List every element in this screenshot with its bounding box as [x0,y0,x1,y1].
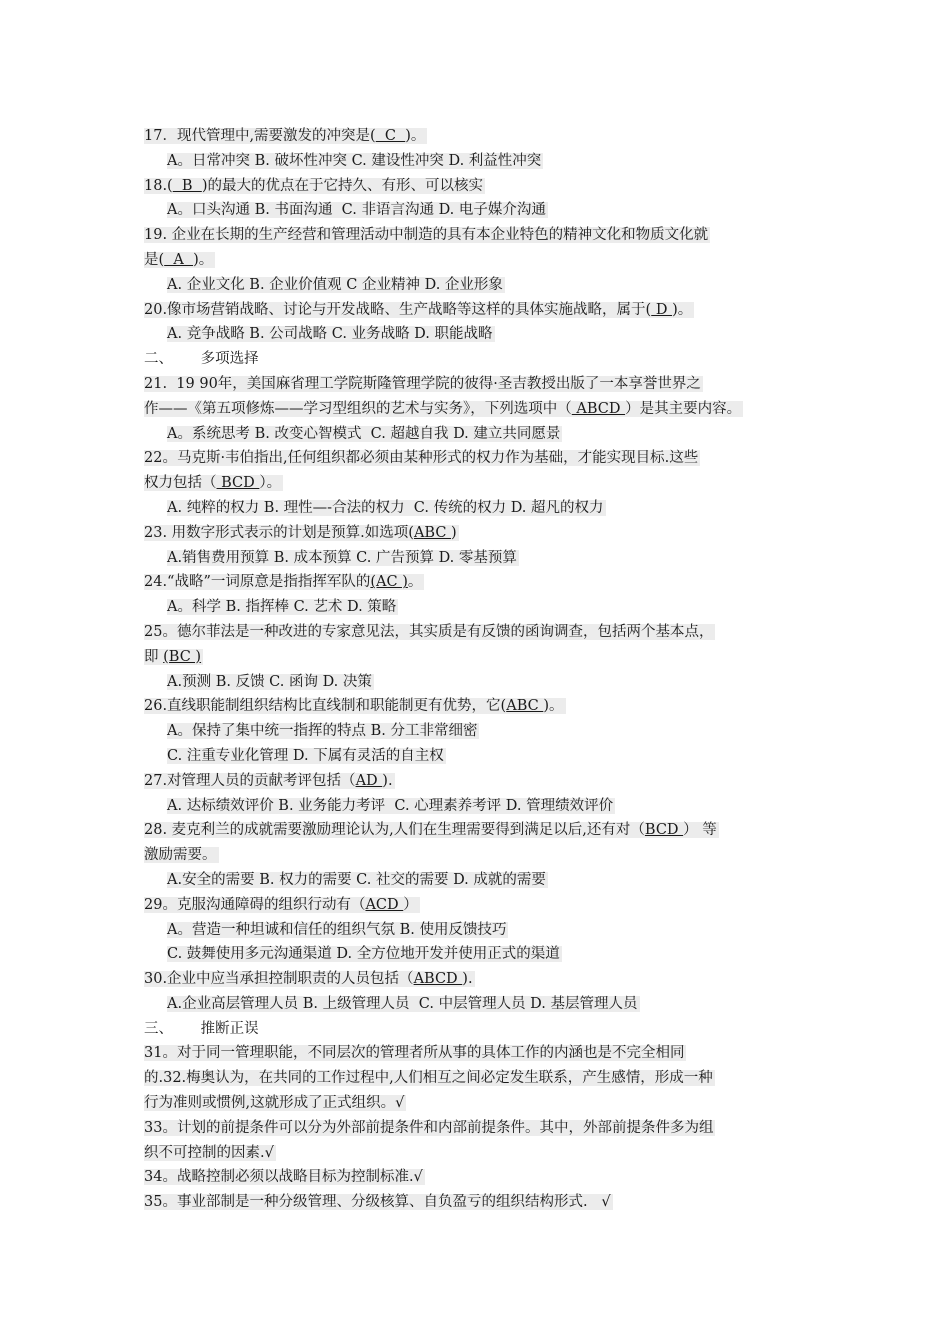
option-line [144,273,814,298]
line-text [144,698,566,714]
answer-blank: BCD [216,475,260,492]
question-text: 24.“战略”一词原意是指指挥军队的 [144,574,371,591]
question-text: 织不可控制的因素.√ [144,1144,274,1161]
option-line [144,149,814,174]
question-line [144,645,814,670]
question-text: 是( [144,251,165,268]
question-line [144,124,814,149]
question-line [144,174,814,199]
answer-blank: ABCD [571,400,626,417]
line-text [144,128,427,144]
question-text: 17．现代管理中,需要激发的冲突是( [144,128,376,144]
question-line [144,694,814,719]
line-text: 二、 多项选择 [144,351,259,368]
question-text: 权力包括（ [144,475,217,492]
question-text: 行为准则或惯例,这就形成了正式组织。√ [144,1095,405,1112]
line-text: A. 企业文化 B. 企业价值观 C 企业精神 D. 企业形象 [167,276,503,293]
answer-blank: (AC ) [370,574,408,591]
line-text [144,847,219,863]
line-text [144,897,420,913]
line-text [144,773,395,789]
line-text [144,252,215,268]
answer-blank: B [172,177,202,194]
question-line [144,769,814,794]
question-text: 31。对于同一管理职能，不同层次的管理者所从事的具体工作的内涵也是不完全相同 [144,1045,685,1062]
line-text [144,822,719,838]
question-line [144,372,814,397]
line-text: A.销售费用预算 B. 成本预算 C. 广告预算 D. 零基预算 [167,549,517,566]
line-text [144,178,485,194]
line-text [144,1145,276,1161]
question-text: 30.企业中应当承担控制职责的人员包括（ [144,971,414,988]
question-line [144,446,814,471]
line-text: A.预测 B. 反馈 C. 函询 D. 决策 [167,673,372,690]
option-line [144,198,814,223]
question-line [144,248,814,273]
line-text [144,1169,425,1185]
line-text [144,1045,686,1061]
question-text: 25。德尔菲法是一种改进的专家意见法，其实质是有反馈的函询调查，包括两个基本点， [144,623,714,640]
answer-blank: BCD [644,822,684,839]
line-text: A。科学 B. 指挥棒 C. 艺术 D. 策略 [167,599,397,616]
question-text: 34。战略控制必须以战略目标为控制标准.√ [144,1169,423,1186]
line-text [144,227,710,243]
question-text: 的.32.梅奥认为，在共同的工作过程中,人们相互之间必定发生联系，产生感情，形成一种 [144,1070,713,1087]
option-line [144,719,814,744]
question-text-tail: )。 [193,251,214,268]
option-line [144,322,814,347]
question-text: 即 [144,648,164,665]
line-text: A。系统思考 B. 改变心智模式 C. 超越自我 D. 建立共同愿景 [167,425,561,442]
line-text: A。营造一种坦诚和信任的组织气氛 B. 使用反馈技巧 [167,921,507,938]
line-text: A. 竞争战略 B. 公司战略 C. 业务战略 D. 职能战略 [167,326,493,343]
option-line [144,595,814,620]
option-line [144,546,814,571]
question-text-tail: ） 等 [683,822,717,839]
question-line [144,397,814,422]
line-text [144,376,703,392]
question-line [144,1165,814,1190]
answer-blank: C [375,128,406,144]
line-text [144,450,700,466]
question-text-tail: )。 [405,128,426,144]
answer-blank: ABC [413,524,452,541]
answer-blank: D [651,301,673,318]
question-text: 35。事业部制是一种分级管理、分级核算、自负盈亏的组织结构形式. √ [144,1194,611,1211]
question-text-tail: ） [403,896,418,913]
option-line [144,794,814,819]
option-line [144,942,814,967]
question-text-tail: )。 [543,698,564,715]
answer-blank: ACD [365,896,404,913]
question-line [144,570,814,595]
option-line [144,496,814,521]
line-text: A. 达标绩效评价 B. 业务能力考评 C. 心理素养考评 D. 管理绩效评价 [167,797,614,814]
section-heading [144,347,814,372]
question-text: 29。克服沟通障碍的组织行动有（ [144,896,366,913]
question-line [144,620,814,645]
line-text: A. 纯粹的权力 B. 理性—-合法的权力 C. 传统的权力 D. 超凡的权力 [167,499,604,516]
question-text-tail: ）。 [259,475,282,492]
answer-blank: (BC ) [163,648,202,665]
line-text [144,1095,406,1111]
answer-blank: ABCD [413,971,463,988]
question-line [144,843,814,868]
question-line [144,223,814,248]
question-text: 20.像市场营销战略、讨论与开发战略、生产战略等这样的具体实施战略，属于( [144,301,652,318]
question-line [144,471,814,496]
option-line [144,670,814,695]
line-text [144,401,743,417]
option-line [144,918,814,943]
question-line [144,1116,814,1141]
line-text: 三、 推断正误 [144,1020,259,1037]
line-text [144,1194,613,1210]
line-text [144,574,424,590]
question-list [144,124,814,1215]
line-text [144,649,203,665]
question-line [144,1066,814,1091]
line-text [144,1070,715,1086]
question-text: 19. 企业在长期的生产经营和管理活动中制造的具有本企业特色的精神文化和物质文化就 [144,227,709,244]
question-line [144,1091,814,1116]
line-text: A。保持了集中统一指挥的特点 B. 分工非常细密 [167,723,478,740]
line-text: A.安全的需要 B. 权力的需要 C. 社交的需要 D. 成就的需要 [167,871,546,888]
question-line [144,893,814,918]
option-line [144,868,814,893]
option-line [144,422,814,447]
question-text: 激励需要。 [144,847,217,864]
question-text-tail: ). [382,772,393,789]
question-text: 作——《第五项修炼——学习型组织的艺术与实务》，下列选项中（ [144,400,572,417]
answer-blank: AD [355,772,383,789]
question-line [144,967,814,992]
question-line [144,1141,814,1166]
question-text-tail: ). [462,971,473,988]
line-text: A.企业高层管理人员 B. 上级管理人员 C. 中层管理人员 D. 基层管理人员 [167,995,638,1012]
line-text [144,971,475,987]
question-text: 28. 麦克利兰的成就需要激励理论认为,人们在生理需要得到满足以后,还有对（ [144,822,645,839]
line-text [144,525,459,541]
question-line [144,818,814,843]
question-text: 33。计划的前提条件可以分为外部前提条件和内部前提条件。其中，外部前提条件多为组 [144,1119,714,1136]
line-text: A。日常冲突 B. 破坏性冲突 C. 建设性冲突 D. 利益性冲突 [167,152,542,169]
line-text: C. 注重专业化管理 D. 下属有灵活的自主权 [167,747,444,764]
line-text [144,475,283,491]
question-text: 27.对管理人员的贡献考评包括（ [144,772,356,789]
line-text: C. 鼓舞使用多元沟通渠道 D. 全方位地开发并使用正式的渠道 [167,946,560,963]
question-text: 21. 19 90年，美国麻省理工学院斯隆管理学院的彼得·圣吉教授出版了一本享誉世界之 [144,375,701,392]
question-text: 26.直线职能制组织结构比直线制和职能制更有优势，它( [144,698,507,715]
question-text: 22。马克斯·韦伯指出,任何组织都必须由某种形式的权力作为基础，才能实现目标.这些 [144,450,699,467]
line-text [144,302,694,318]
answer-blank: ABC [506,698,544,715]
question-text-tail: ）是其主要内容。 [625,400,742,417]
line-text [144,1120,715,1136]
line-text [144,624,715,640]
question-line [144,521,814,546]
question-text-tail: 。 [407,574,423,591]
question-line [144,1041,814,1066]
question-text-tail: ) [451,524,457,541]
question-text-tail: )的最大的优点在于它持久、有形、可以核实 [201,177,483,194]
question-text: 23. 用数字形式表示的计划是预算.如选项( [144,524,414,541]
question-text: 18.( [144,177,173,194]
question-text-tail: )。 [672,301,693,318]
answer-blank: A [164,251,194,268]
option-line [144,992,814,1017]
question-line [144,1190,814,1215]
section-heading [144,1017,814,1042]
question-line [144,298,814,323]
option-line [144,744,814,769]
line-text: A。口头沟通 B. 书面沟通 C. 非语言沟通 D. 电子媒介沟通 [167,202,546,219]
